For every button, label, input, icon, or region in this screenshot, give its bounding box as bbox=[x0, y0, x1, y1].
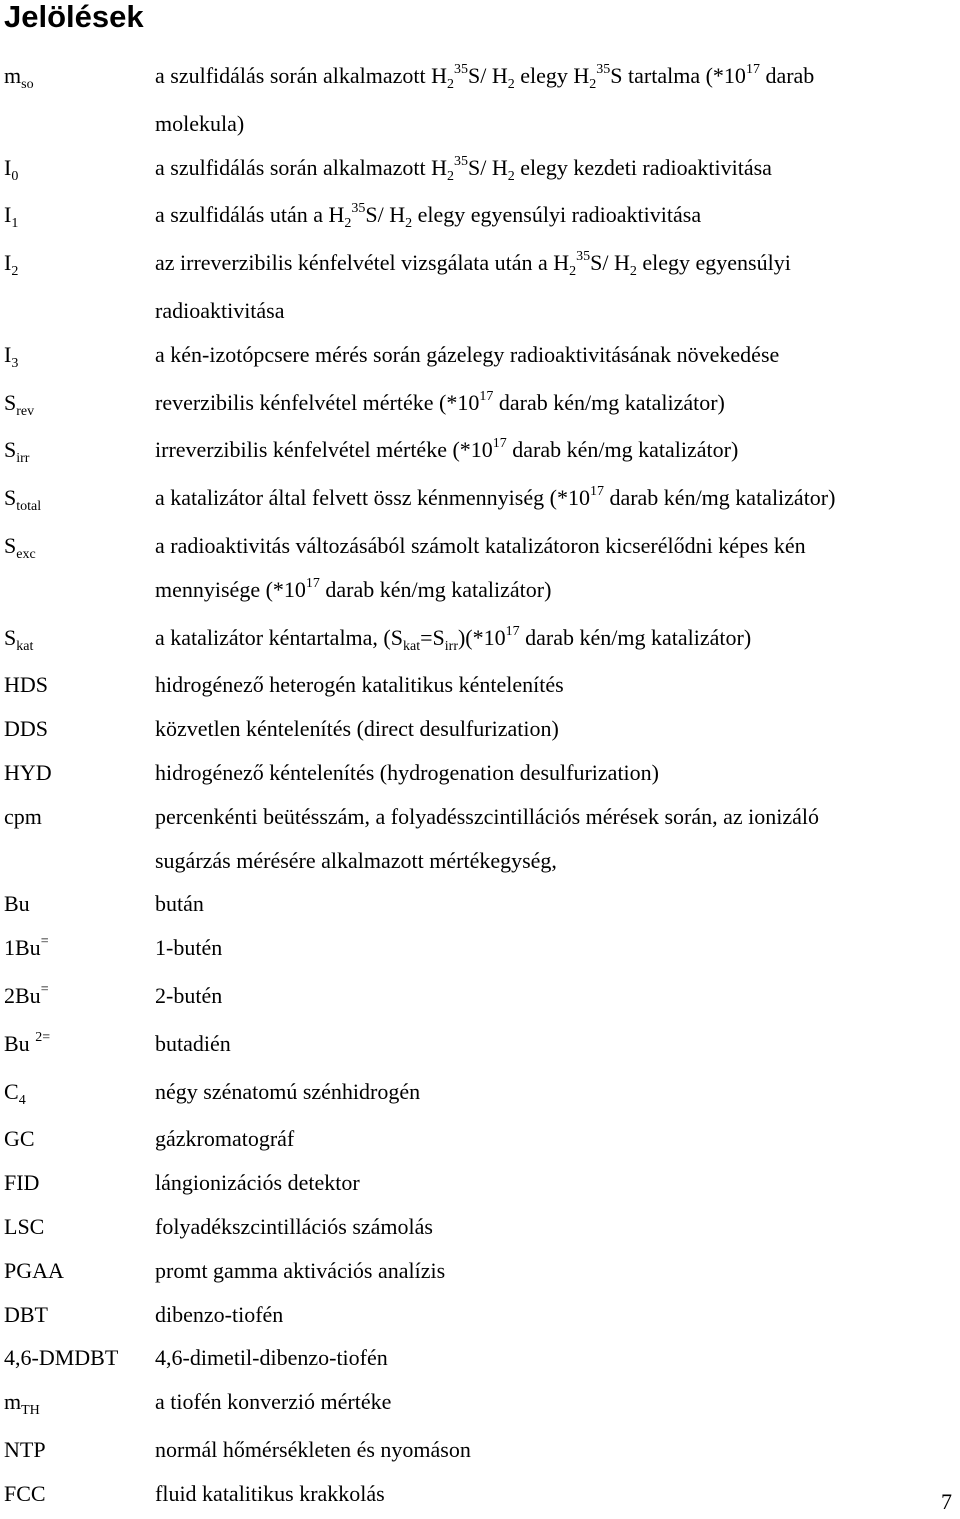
definition-text: =S bbox=[420, 624, 445, 650]
definition-superscript: 17 bbox=[492, 436, 507, 452]
definition-text: közvetlen kéntelenítés (direct desulfurization) bbox=[155, 716, 559, 742]
glossary-definition bbox=[155, 333, 956, 377]
definition-text: a szulfidálás után a H bbox=[155, 202, 345, 228]
term-symbol: FID bbox=[4, 1170, 40, 1196]
term-subscript: kat bbox=[16, 638, 34, 654]
definition-text: molekula) bbox=[155, 110, 245, 136]
definition-superscript: 35 bbox=[576, 249, 591, 265]
definition-line bbox=[155, 476, 956, 524]
definition-text: 2-butén bbox=[155, 982, 223, 1008]
definition-superscript: 17 bbox=[505, 623, 520, 639]
glossary-entry bbox=[4, 663, 956, 707]
definition-superscript: 35 bbox=[454, 62, 469, 77]
glossary-term bbox=[4, 1070, 155, 1118]
definition-text: percenkénti beütésszám, a folyadésszcintillációs mérések során, az ionizáló bbox=[155, 803, 820, 829]
definition-line bbox=[155, 1380, 956, 1424]
definition-text: )(*10 bbox=[457, 624, 506, 650]
term-subscript: irr bbox=[16, 451, 30, 467]
definition-text: promt gamma aktivációs analízis bbox=[155, 1257, 446, 1283]
definition-line bbox=[155, 241, 956, 289]
definition-text: S tartalma (*10 bbox=[610, 63, 746, 88]
term-subscript: rev bbox=[16, 403, 35, 419]
glossary-term bbox=[4, 1472, 155, 1516]
definition-text: az irreverzibilis kénfelvétel vizsgálata után a H bbox=[155, 250, 570, 276]
glossary-entry bbox=[4, 882, 956, 926]
definition-text: normál hőmérsékleten és nyomáson bbox=[155, 1436, 471, 1462]
definition-text: a szulfidálás során alkalmazott H bbox=[155, 154, 448, 180]
glossary-term bbox=[4, 428, 155, 476]
glossary-term bbox=[4, 616, 155, 664]
glossary-term bbox=[4, 524, 155, 572]
term-symbol: HYD bbox=[4, 759, 52, 785]
glossary-definition bbox=[155, 241, 956, 333]
glossary-definition bbox=[155, 1161, 956, 1205]
glossary-term bbox=[4, 1117, 155, 1161]
definition-text: a katalizátor által felvett össz kénmennyiség (*10 bbox=[155, 485, 590, 511]
definition-subscript: 2 bbox=[344, 216, 352, 232]
glossary-entry bbox=[4, 1293, 956, 1337]
glossary-entry bbox=[4, 795, 956, 883]
definition-text: a katalizátor kéntartalma, (S bbox=[155, 624, 403, 650]
page-number: 7 bbox=[941, 1489, 952, 1514]
glossary-definition bbox=[155, 882, 956, 926]
term-subscript: 1 bbox=[11, 216, 19, 232]
glossary-entry bbox=[4, 381, 956, 429]
term-symbol: FCC bbox=[4, 1480, 46, 1506]
definition-text: radioaktivitása bbox=[155, 297, 285, 323]
glossary-term bbox=[4, 1428, 155, 1472]
term-symbol: m bbox=[4, 1389, 22, 1415]
glossary-entry bbox=[4, 476, 956, 524]
term-symbol: I bbox=[4, 154, 12, 180]
definition-line bbox=[155, 1022, 956, 1066]
glossary-definition bbox=[155, 54, 956, 146]
definition-text: bután bbox=[155, 891, 204, 917]
glossary-entry bbox=[4, 524, 956, 616]
definition-superscript: 35 bbox=[454, 153, 469, 169]
definition-text: S/ H bbox=[365, 202, 406, 228]
glossary-term bbox=[4, 146, 155, 194]
glossary-term bbox=[4, 751, 155, 795]
glossary-term bbox=[4, 193, 155, 241]
definition-text: irreverzibilis kénfelvétel mértéke (*10 bbox=[155, 437, 493, 463]
glossary-definition bbox=[155, 1472, 956, 1516]
definition-text: hidrogénező kéntelenítés (hydrogenation desulfurization) bbox=[155, 759, 659, 785]
definition-superscript: 17 bbox=[479, 388, 494, 404]
glossary-entry bbox=[4, 1161, 956, 1205]
definition-line bbox=[155, 926, 956, 970]
glossary-entry bbox=[4, 707, 956, 751]
definition-subscript: irr bbox=[444, 638, 458, 654]
term-symbol: m bbox=[4, 63, 22, 88]
glossary-entry bbox=[4, 146, 956, 194]
definition-line bbox=[155, 193, 956, 241]
definition-line bbox=[155, 663, 956, 707]
definition-line bbox=[155, 616, 956, 664]
glossary-entry bbox=[4, 241, 956, 333]
term-subscript: exc bbox=[16, 546, 36, 562]
term-symbol: DDS bbox=[4, 716, 49, 742]
term-symbol: 2Bu bbox=[4, 982, 41, 1008]
term-superscript: = bbox=[40, 981, 49, 997]
glossary-entry bbox=[4, 54, 956, 146]
glossary-entry bbox=[4, 1428, 956, 1472]
definition-line bbox=[155, 1205, 956, 1249]
definition-line bbox=[155, 524, 956, 568]
definition-text: darab bbox=[759, 63, 815, 88]
definition-line bbox=[155, 882, 956, 926]
definition-text: dibenzo-tiofén bbox=[155, 1301, 284, 1327]
definition-line bbox=[155, 1117, 956, 1161]
glossary-definition bbox=[155, 926, 956, 970]
definition-superscript: 17 bbox=[589, 484, 604, 500]
definition-line bbox=[155, 839, 956, 883]
definition-line bbox=[155, 1472, 956, 1516]
term-symbol: Bu bbox=[4, 891, 30, 917]
definition-subscript: 2 bbox=[507, 168, 515, 184]
definition-text: darab kén/mg katalizátor) bbox=[603, 485, 836, 511]
glossary-term bbox=[4, 241, 155, 289]
definition-text: darab kén/mg katalizátor) bbox=[493, 389, 725, 415]
term-symbol: PGAA bbox=[4, 1257, 64, 1283]
glossary-entry bbox=[4, 926, 956, 974]
term-symbol: HDS bbox=[4, 672, 49, 698]
definition-text: butadién bbox=[155, 1030, 231, 1056]
definition-text: a kén-izotópcsere mérés során gázelegy radioaktivitásának növekedése bbox=[155, 341, 780, 367]
glossary-definition bbox=[155, 1293, 956, 1337]
glossary-term bbox=[4, 663, 155, 707]
glossary-entry bbox=[4, 974, 956, 1022]
definition-subscript: 2 bbox=[569, 264, 577, 280]
glossary-entry bbox=[4, 428, 956, 476]
definition-text: darab kén/mg katalizátor) bbox=[506, 437, 739, 463]
term-symbol: I bbox=[4, 341, 12, 367]
definition-text: darab kén/mg katalizátor) bbox=[519, 624, 752, 650]
glossary-term bbox=[4, 1249, 155, 1293]
term-symbol: DBT bbox=[4, 1301, 48, 1327]
definition-text: sugárzás mérésére alkalmazott mértékegység, bbox=[155, 847, 557, 873]
definition-line bbox=[155, 289, 956, 333]
definition-subscript: 2 bbox=[405, 216, 413, 232]
glossary-entry bbox=[4, 1117, 956, 1161]
definition-line bbox=[155, 707, 956, 751]
term-subscript: total bbox=[16, 499, 42, 515]
definition-line bbox=[155, 1336, 956, 1380]
definition-superscript: 17 bbox=[745, 62, 760, 77]
glossary-term bbox=[4, 1161, 155, 1205]
term-subscript: 2 bbox=[11, 264, 19, 280]
glossary-term bbox=[4, 381, 155, 429]
glossary-definition bbox=[155, 381, 956, 429]
glossary-definition bbox=[155, 1336, 956, 1380]
term-symbol: I bbox=[4, 250, 12, 276]
definition-line bbox=[155, 568, 956, 616]
term-symbol: LSC bbox=[4, 1213, 45, 1239]
term-symbol: NTP bbox=[4, 1436, 46, 1462]
glossary-list bbox=[4, 54, 956, 1516]
definition-line bbox=[155, 751, 956, 795]
definition-line bbox=[155, 102, 956, 146]
term-symbol: GC bbox=[4, 1126, 35, 1152]
term-symbol: Bu bbox=[4, 1030, 36, 1056]
definition-line bbox=[155, 1428, 956, 1472]
definition-text: mennyisége (*10 bbox=[155, 576, 306, 602]
definition-subscript: 2 bbox=[447, 168, 455, 184]
definition-text: fluid katalitikus krakkolás bbox=[155, 1480, 385, 1506]
glossary-term bbox=[4, 54, 155, 102]
definition-text: gázkromatográf bbox=[155, 1126, 295, 1152]
glossary-definition bbox=[155, 146, 956, 194]
definition-text: S/ H bbox=[590, 250, 630, 276]
term-symbol: S bbox=[4, 485, 17, 511]
glossary-entry bbox=[4, 333, 956, 381]
term-symbol: 4,6-DMDBT bbox=[4, 1345, 119, 1371]
term-superscript: 2= bbox=[35, 1029, 51, 1045]
term-subscript: 3 bbox=[11, 355, 19, 371]
glossary-term bbox=[4, 795, 155, 839]
glossary-entry bbox=[4, 1249, 956, 1293]
glossary-term bbox=[4, 974, 155, 1022]
glossary-entry bbox=[4, 1472, 956, 1516]
definition-text: S/ H bbox=[468, 154, 508, 180]
definition-subscript: 2 bbox=[629, 264, 637, 280]
definition-line bbox=[155, 1161, 956, 1205]
definition-line bbox=[155, 54, 956, 102]
definition-text: lángionizációs detektor bbox=[155, 1170, 360, 1196]
glossary-definition bbox=[155, 616, 956, 664]
page-title: Jelölések bbox=[4, 0, 144, 34]
term-symbol: 1Bu bbox=[4, 935, 41, 961]
glossary-term bbox=[4, 1380, 155, 1428]
glossary-entry bbox=[4, 193, 956, 241]
glossary-term bbox=[4, 333, 155, 381]
glossary-definition bbox=[155, 707, 956, 751]
term-symbol: S bbox=[4, 532, 17, 558]
glossary-term bbox=[4, 476, 155, 524]
term-symbol: S bbox=[4, 389, 17, 415]
definition-line bbox=[155, 381, 956, 429]
definition-text: elegy H bbox=[514, 63, 590, 88]
definition-line bbox=[155, 974, 956, 1018]
glossary-definition bbox=[155, 663, 956, 707]
definition-text: reverzibilis kénfelvétel mértéke (*10 bbox=[155, 389, 480, 415]
definition-line bbox=[155, 1293, 956, 1337]
glossary-definition bbox=[155, 1205, 956, 1249]
glossary-entry bbox=[4, 1070, 956, 1118]
term-subscript: TH bbox=[21, 1403, 40, 1419]
glossary-definition bbox=[155, 1070, 956, 1114]
glossary-definition bbox=[155, 476, 956, 524]
glossary-term bbox=[4, 1022, 155, 1070]
glossary-term bbox=[4, 882, 155, 926]
definition-subscript: kat bbox=[403, 638, 421, 654]
definition-line bbox=[155, 1070, 956, 1114]
glossary-definition bbox=[155, 1022, 956, 1066]
term-symbol: I bbox=[4, 202, 12, 228]
definition-text: a tiofén konverzió mértéke bbox=[155, 1389, 392, 1415]
term-symbol: S bbox=[4, 624, 17, 650]
glossary-definition bbox=[155, 1428, 956, 1472]
definition-text: 4,6-dimetil-dibenzo-tiofén bbox=[155, 1345, 388, 1371]
definition-text: 1-butén bbox=[155, 935, 223, 961]
definition-subscript: 2 bbox=[447, 77, 455, 92]
term-subscript: 4 bbox=[18, 1092, 26, 1108]
definition-line bbox=[155, 428, 956, 476]
definition-subscript: 2 bbox=[589, 77, 597, 92]
definition-text: elegy egyensúlyi bbox=[636, 250, 791, 276]
term-symbol: cpm bbox=[4, 803, 42, 829]
term-subscript: 0 bbox=[11, 168, 19, 184]
definition-line bbox=[155, 1249, 956, 1293]
definition-subscript: 2 bbox=[507, 77, 515, 92]
glossary-definition bbox=[155, 1380, 956, 1424]
glossary-term bbox=[4, 1336, 155, 1380]
glossary-definition bbox=[155, 428, 956, 476]
glossary-definition bbox=[155, 524, 956, 616]
glossary-definition bbox=[155, 974, 956, 1018]
glossary-entry bbox=[4, 751, 956, 795]
glossary-entry bbox=[4, 616, 956, 664]
glossary-definition bbox=[155, 795, 956, 883]
definition-text: elegy kezdeti radioaktivitása bbox=[514, 154, 772, 180]
definition-superscript: 17 bbox=[305, 575, 320, 591]
glossary-definition bbox=[155, 751, 956, 795]
definition-line bbox=[155, 146, 956, 194]
definition-superscript: 35 bbox=[351, 201, 366, 217]
definition-text: négy szénatomú szénhidrogén bbox=[155, 1078, 421, 1104]
term-superscript: = bbox=[40, 934, 49, 950]
glossary-entry bbox=[4, 1336, 956, 1380]
glossary-entry bbox=[4, 1205, 956, 1249]
glossary-definition bbox=[155, 193, 956, 241]
glossary-entry bbox=[4, 1022, 956, 1070]
term-symbol: S bbox=[4, 437, 17, 463]
definition-line bbox=[155, 333, 956, 377]
term-symbol: C bbox=[4, 1078, 19, 1104]
glossary-term bbox=[4, 1293, 155, 1337]
definition-line bbox=[155, 795, 956, 839]
glossary-entry bbox=[4, 1380, 956, 1428]
definition-text: hidrogénező heterogén katalitikus kéntelenítés bbox=[155, 672, 564, 698]
definition-text: elegy egyensúlyi radioaktivitása bbox=[412, 202, 702, 228]
term-subscript: so bbox=[21, 77, 34, 92]
definition-text: folyadékszcintillációs számolás bbox=[155, 1213, 433, 1239]
glossary-definition bbox=[155, 1117, 956, 1161]
definition-text: darab kén/mg katalizátor) bbox=[319, 576, 552, 602]
definition-text: a szulfidálás során alkalmazott H bbox=[155, 63, 448, 88]
glossary-term bbox=[4, 707, 155, 751]
definition-superscript: 35 bbox=[596, 62, 611, 77]
glossary-definition bbox=[155, 1249, 956, 1293]
glossary-term bbox=[4, 1205, 155, 1249]
definition-text: a radioaktivitás változásából számolt katalizátoron kicserélődni képes kén bbox=[155, 532, 806, 558]
definition-text: S/ H bbox=[468, 63, 508, 88]
glossary-term bbox=[4, 926, 155, 974]
